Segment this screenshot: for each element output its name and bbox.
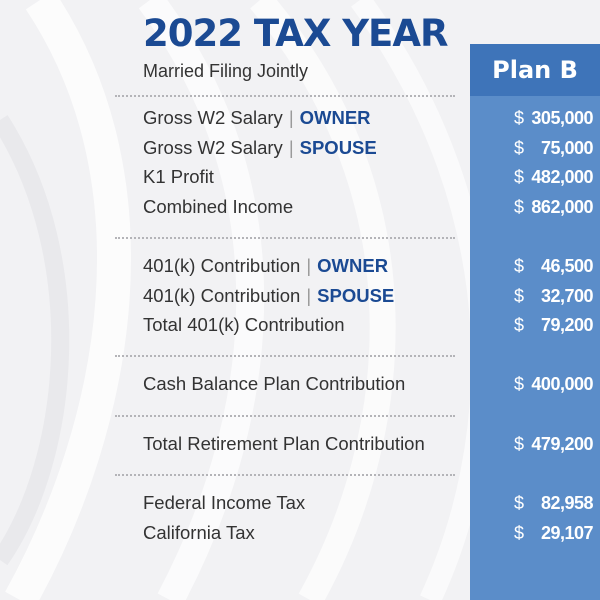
spouse-tag: SPOUSE — [299, 137, 377, 158]
row-label: 401(k) Contribution | OWNER — [143, 255, 389, 276]
currency-symbol: $ — [514, 523, 525, 543]
row-label: Total 401(k) Contribution — [143, 314, 345, 335]
row-amount: 482,000 — [531, 167, 593, 187]
row-amount: 79,200 — [540, 315, 593, 335]
table-row — [0, 519, 600, 547]
currency-symbol: $ — [514, 493, 525, 513]
table-row — [0, 430, 600, 458]
dotted-divider — [115, 415, 455, 417]
row-amount: 400,000 — [531, 374, 593, 394]
table-row — [0, 282, 600, 310]
currency-symbol: $ — [514, 138, 525, 158]
table-row — [0, 193, 600, 221]
currency-symbol: $ — [514, 108, 525, 128]
pipe-separator: | — [306, 285, 312, 306]
owner-tag: OWNER — [299, 107, 371, 128]
table-row — [0, 489, 600, 517]
table-row — [0, 370, 600, 398]
row-label: Combined Income — [143, 196, 294, 217]
currency-symbol: $ — [514, 434, 525, 454]
table-row — [0, 311, 600, 339]
dotted-divider — [115, 355, 455, 357]
currency-symbol: $ — [514, 374, 525, 394]
plan-header: Plan B — [470, 44, 600, 96]
table-row — [0, 104, 600, 132]
currency-symbol: $ — [514, 197, 525, 217]
row-label: Federal Income Tax — [143, 492, 306, 513]
row-amount: 305,000 — [531, 108, 593, 128]
row-label: Total Retirement Plan Contribution — [143, 433, 425, 454]
row-label: Gross W2 Salary | SPOUSE — [143, 137, 377, 158]
row-label: 401(k) Contribution | SPOUSE — [143, 285, 395, 306]
row-label: K1 Profit — [143, 166, 214, 187]
currency-symbol: $ — [514, 256, 525, 276]
table-row — [0, 134, 600, 162]
currency-symbol: $ — [514, 167, 525, 187]
row-amount: 75,000 — [540, 138, 593, 158]
row-amount: 479,200 — [531, 434, 593, 454]
currency-symbol: $ — [514, 286, 525, 306]
pipe-separator: | — [306, 255, 312, 276]
table-row — [0, 252, 600, 280]
spouse-tag: SPOUSE — [317, 285, 395, 306]
row-amount: 29,107 — [540, 523, 593, 543]
owner-tag: OWNER — [317, 255, 389, 276]
page-title: 2022 TAX YEAR — [143, 12, 448, 55]
row-label: California Tax — [143, 522, 255, 543]
row-amount: 32,700 — [540, 286, 593, 306]
pipe-separator: | — [288, 107, 294, 128]
row-amount: 862,000 — [531, 197, 593, 217]
table-row — [0, 163, 600, 191]
dotted-divider — [115, 474, 455, 476]
pipe-separator: | — [288, 137, 294, 158]
row-label: Cash Balance Plan Contribution — [143, 373, 406, 394]
row-amount: 46,500 — [540, 256, 593, 276]
row-amount: 82,958 — [540, 493, 593, 513]
filing-status: Married Filing Jointly — [143, 61, 309, 81]
dotted-divider — [115, 237, 455, 239]
currency-symbol: $ — [514, 315, 525, 335]
dotted-divider — [115, 95, 455, 97]
row-label: Gross W2 Salary | OWNER — [143, 107, 371, 128]
